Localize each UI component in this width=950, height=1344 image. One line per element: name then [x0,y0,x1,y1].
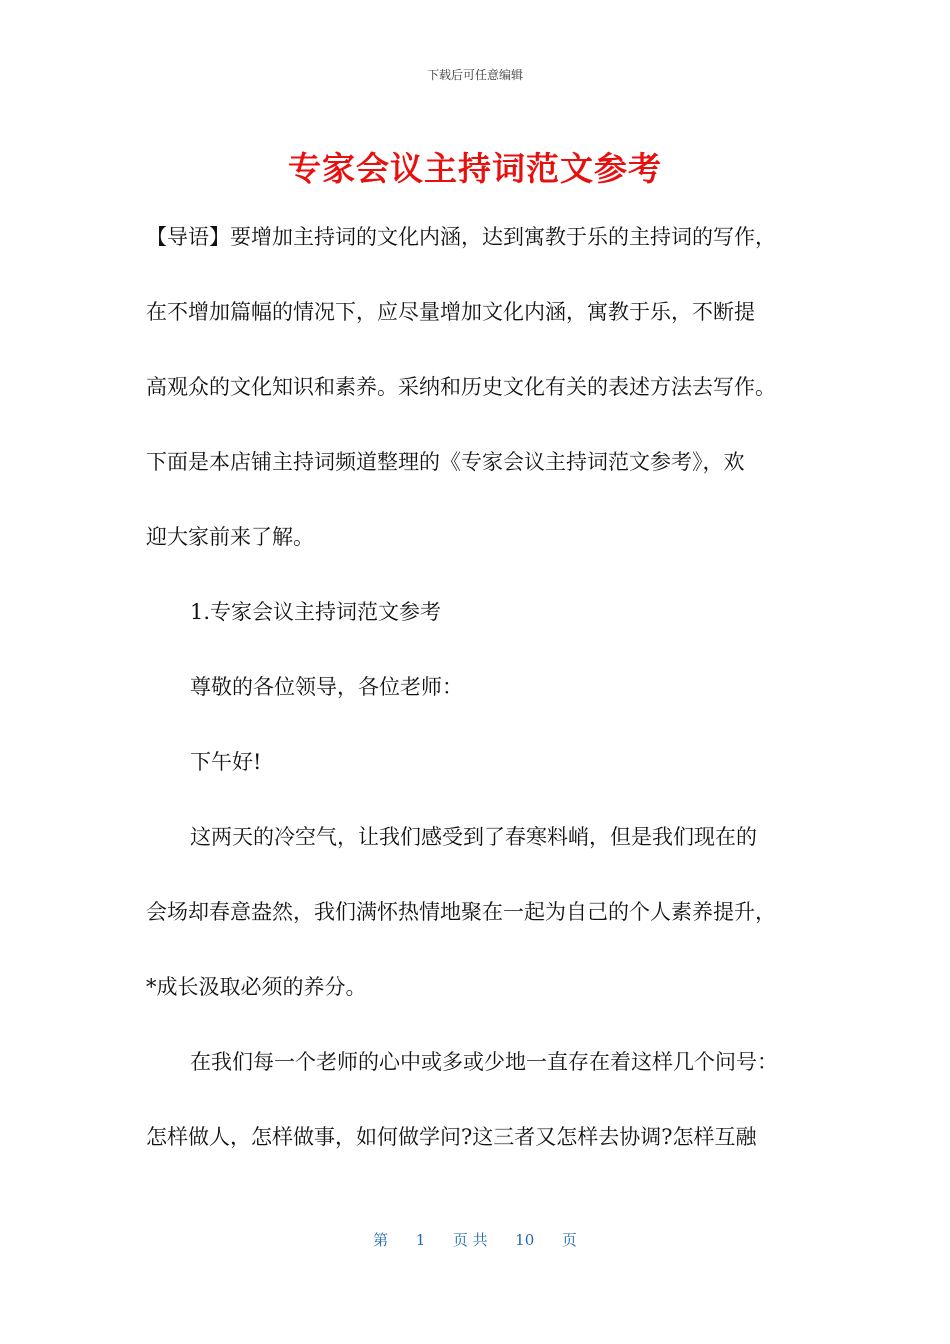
section-heading: 1.专家会议主持词范文参考 [190,600,442,624]
document-body [146,200,811,1175]
footer-current-page: 1 [415,1231,426,1249]
page-footer [0,1229,950,1250]
footer-page-label: 第 [373,1231,389,1249]
paragraph-line: 【导语】要增加主持词的文化内涵，达到寓教于乐的主持词的写作， [146,225,776,249]
paragraph-line: 这两天的冷空气，让我们感受到了春寒料峭，但是我们现在的 [190,825,757,849]
paragraph-line: 怎样做人，怎样做事，如何做学问?这三者又怎样去协调?怎样互融 [146,1125,757,1149]
paragraph-line: 在不增加篇幅的情况下，应尽量增加文化内涵，寓教于乐，不断提 [146,300,755,324]
paragraph-line: 在我们每一个老师的心中或多或少地一直存在着这样几个问号： [190,1050,778,1074]
greeting: 下午好! [190,750,262,774]
paragraph-line: 会场却春意盎然，我们满怀热情地聚在一起为自己的个人素养提升， [146,900,776,924]
paragraph-line: 迎大家前来了解。 [146,525,314,549]
paragraph-line: 下面是本店铺主持词频道整理的《专家会议主持词范文参考》，欢 [146,450,745,474]
footer-of-label: 页 共 [452,1231,488,1249]
header-note: 下载后可任意编辑 [426,68,523,82]
paragraph-line: 高观众的文化知识和素养。采纳和历史文化有关的表述方法去写作。 [146,375,776,399]
footer-total-pages: 10 [515,1231,535,1249]
paragraph-line: *成长汲取必须的养分。 [146,975,367,999]
footer-pages-label: 页 [561,1231,577,1249]
salutation: 尊敬的各位领导，各位老师： [190,675,463,699]
document-title: 专家会议主持词范文参考 [288,149,662,188]
